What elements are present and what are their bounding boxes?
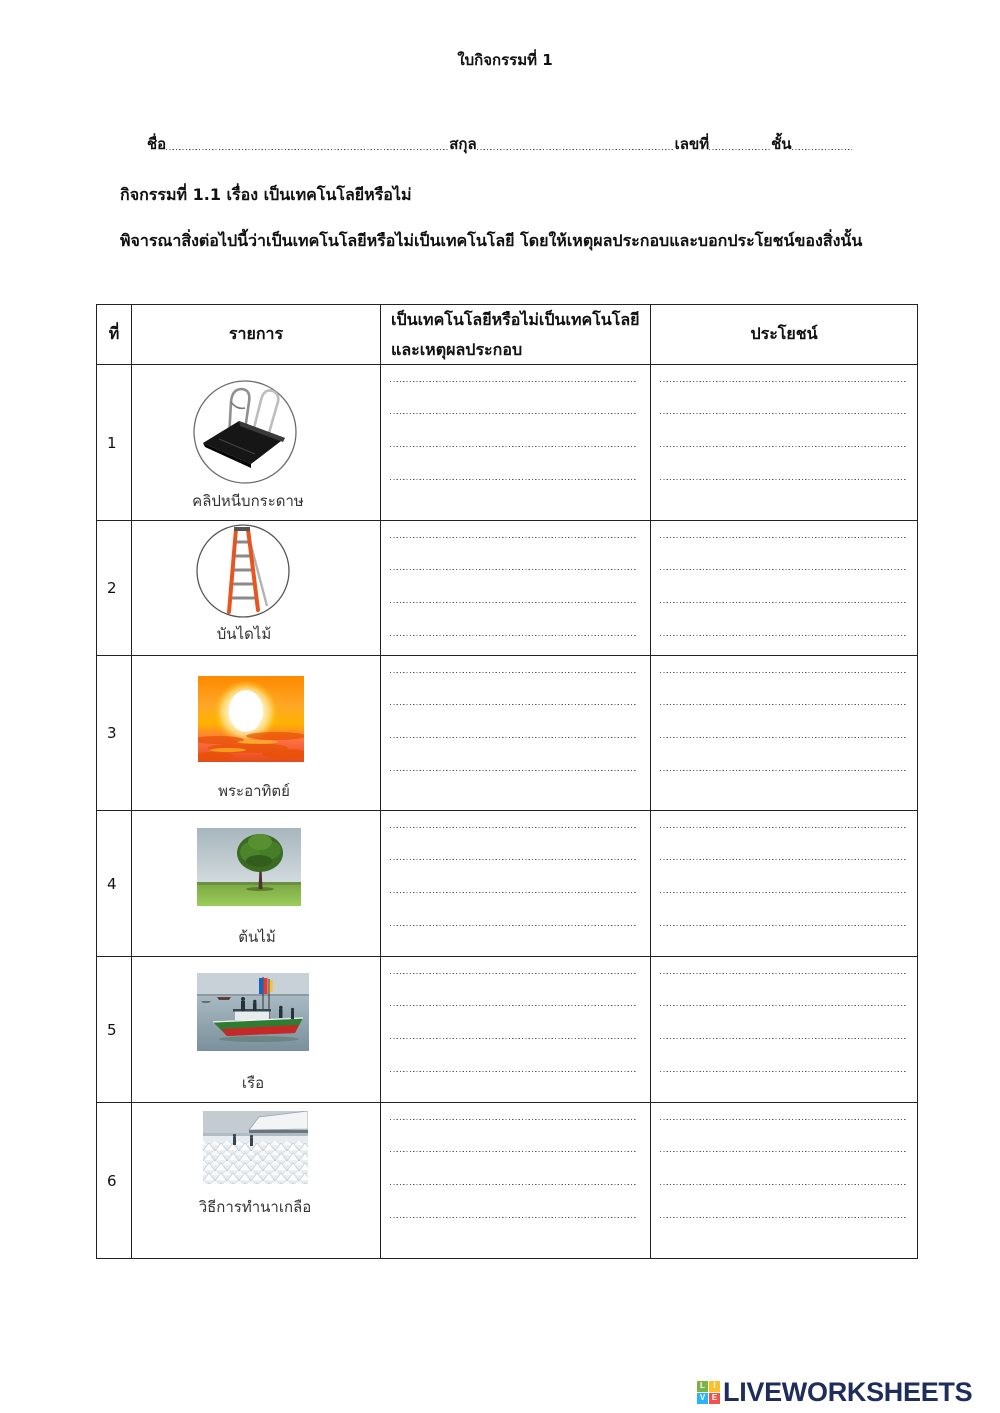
answer-line <box>390 672 637 673</box>
row-number: 3 <box>107 724 117 742</box>
worksheet-title: ใบกิจกรรมที่ 1 <box>457 51 553 69</box>
answer-line <box>660 672 907 673</box>
answer-line <box>660 569 907 570</box>
answer-line <box>390 925 637 926</box>
technology-answer-cell <box>381 521 651 656</box>
header-technology-line2: และเหตุผลประกอบ <box>391 340 523 359</box>
item-cell <box>132 521 381 656</box>
class-label: ชั้น <box>771 135 792 153</box>
item-label: วิธีการทำนาเกลือ <box>198 1198 312 1216</box>
name-label: ชื่อ <box>147 135 167 153</box>
answer-line <box>390 1217 637 1218</box>
table-row <box>97 1103 918 1259</box>
logo-letter-i: I <box>709 1381 720 1392</box>
answer-line <box>390 537 637 538</box>
row-number: 2 <box>107 579 117 597</box>
liveworksheets-logo[interactable] <box>697 1377 972 1407</box>
item-label: พระอาทิตย์ <box>218 782 290 800</box>
benefit-answer-cell <box>651 1103 918 1259</box>
answer-line <box>390 1071 637 1072</box>
number-label: เลขที่ <box>674 135 710 153</box>
benefit-answer-cell <box>651 656 918 811</box>
technology-answer-cell <box>381 656 651 811</box>
number-cell <box>97 521 132 656</box>
answer-line <box>390 770 637 771</box>
row-number: 6 <box>107 1171 117 1190</box>
answer-line <box>660 413 907 414</box>
name-blank <box>166 149 449 150</box>
boat-image <box>197 973 309 1051</box>
answer-line <box>390 635 637 636</box>
answer-line <box>390 479 637 480</box>
answer-line <box>390 602 637 603</box>
answer-line <box>390 973 637 974</box>
answer-line <box>660 479 907 480</box>
item-cell <box>132 811 381 957</box>
salt-farm-image <box>203 1111 308 1184</box>
benefit-answer-cell <box>651 957 918 1103</box>
item-cell <box>132 1103 381 1259</box>
student-info-line <box>147 134 852 154</box>
ladder-image <box>196 524 290 618</box>
number-cell <box>97 365 132 521</box>
answer-line <box>660 859 907 860</box>
sun-image <box>198 676 304 762</box>
binder-clip-image <box>193 380 297 484</box>
answer-line <box>660 1038 907 1039</box>
answer-line <box>390 737 637 738</box>
table-row <box>97 365 918 521</box>
header-benefit: ประโยชน์ <box>750 324 818 343</box>
table-row <box>97 656 918 811</box>
logo-letter-e: E <box>709 1393 720 1404</box>
benefit-answer-cell <box>651 811 918 957</box>
table-row <box>97 811 918 957</box>
item-label: เรือ <box>241 1074 265 1092</box>
row-number: 1 <box>107 433 117 452</box>
answer-line <box>660 973 907 974</box>
item-label: ต้นไม้ <box>238 928 276 946</box>
answer-line <box>390 1119 637 1120</box>
tree-image <box>197 828 301 906</box>
technology-answer-cell <box>381 811 651 957</box>
answer-line <box>660 737 907 738</box>
number-cell <box>97 1103 132 1259</box>
answer-line <box>660 537 907 538</box>
number-cell <box>97 957 132 1103</box>
header-benefit-cell <box>651 305 918 365</box>
item-label: คลิปหนีบกระดาษ <box>192 492 304 510</box>
answer-line <box>390 381 637 382</box>
answer-line <box>390 1005 637 1006</box>
answer-line <box>390 827 637 828</box>
answer-line <box>660 1071 907 1072</box>
number-cell <box>97 811 132 957</box>
answer-line <box>660 446 907 447</box>
number-cell <box>97 656 132 811</box>
item-cell <box>132 656 381 811</box>
technology-answer-cell <box>381 1103 651 1259</box>
activity-title: กิจกรรมที่ 1.1 เรื่อง เป็นเทคโนโลยีหรือไม่ <box>120 185 412 204</box>
item-cell <box>132 957 381 1103</box>
answer-line <box>660 1005 907 1006</box>
answer-line <box>660 770 907 771</box>
liveworksheets-logo-icon <box>697 1381 720 1404</box>
header-technology-cell <box>381 305 651 365</box>
logo-letter-v: V <box>697 1393 708 1404</box>
row-number: 5 <box>107 1020 117 1039</box>
header-item-cell <box>132 305 381 365</box>
answer-line <box>660 1151 907 1152</box>
number-blank <box>709 149 771 150</box>
answer-line <box>660 635 907 636</box>
header-row <box>97 305 918 365</box>
class-blank <box>792 149 852 150</box>
answer-line <box>660 1217 907 1218</box>
answer-line <box>390 892 637 893</box>
technology-answer-cell <box>381 957 651 1103</box>
benefit-answer-cell <box>651 521 918 656</box>
logo-letter-l: L <box>697 1381 708 1392</box>
benefit-answer-cell <box>651 365 918 521</box>
answer-line <box>660 602 907 603</box>
header-number: ที่ <box>108 324 120 343</box>
answer-line <box>390 569 637 570</box>
header-technology-line1: เป็นเทคโนโลยีหรือไม่เป็นเทคโนโลยี <box>391 310 640 329</box>
answer-line <box>390 1151 637 1152</box>
answer-line <box>660 1184 907 1185</box>
answer-line <box>390 1038 637 1039</box>
row-number: 4 <box>107 874 117 893</box>
answer-line <box>390 704 637 705</box>
table-row <box>97 957 918 1103</box>
surname-blank <box>477 149 675 150</box>
activity-table <box>96 304 918 1259</box>
answer-line <box>660 892 907 893</box>
instruction-text: พิจารณาสิ่งต่อไปนี้ว่าเป็นเทคโนโลยีหรือไม่เป็นเทคโนโลยี โดยให้เหตุผลประกอบและบอกประโยชน์ของสิ่งนั้น <box>120 231 863 250</box>
answer-line <box>390 1184 637 1185</box>
answer-line <box>390 859 637 860</box>
answer-line <box>660 925 907 926</box>
liveworksheets-logo-text: LIVEWORKSHEETS <box>723 1377 973 1407</box>
answer-line <box>390 446 637 447</box>
answer-line <box>660 704 907 705</box>
answer-line <box>390 413 637 414</box>
header-number-cell <box>97 305 132 365</box>
surname-label: สกุล <box>449 135 477 153</box>
table-row <box>97 521 918 656</box>
answer-line <box>660 827 907 828</box>
header-item: รายการ <box>228 324 284 343</box>
item-cell <box>132 365 381 521</box>
item-label: บันไดไม้ <box>216 625 272 643</box>
technology-answer-cell <box>381 365 651 521</box>
answer-line <box>660 1119 907 1120</box>
answer-line <box>660 381 907 382</box>
